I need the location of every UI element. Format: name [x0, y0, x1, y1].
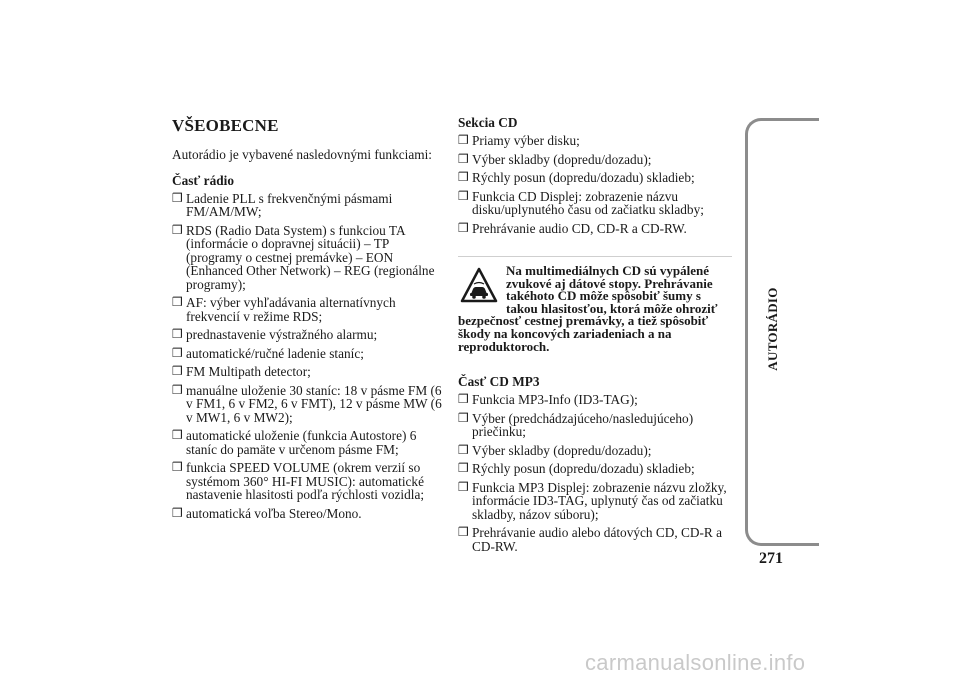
list-item: ❒ Výber skladby (dopredu/dozadu);	[458, 151, 652, 167]
list-item: ❒ prednastavenie výstražného alarmu;	[172, 327, 378, 342]
list-item: ❒ RDS (Radio Data System) s funkciou TA (informácie o dopravnej situácii) – TP (programy o cestnej premávke) – EON (Enhanced Other Network) – REG (regionálne programy);	[172, 222, 435, 292]
intro-text: Autorádio je vybavené nasledovnými funkciami:	[172, 147, 432, 162]
list-item: ❒ Ladenie PLL s frekvenčnými pásmami FM/AM/MW;	[172, 190, 393, 219]
radio-section-heading: Časť rádio	[172, 172, 234, 188]
warning-triangle-car-icon	[460, 267, 498, 303]
checkbox-bullet-icon: ❒	[172, 345, 183, 360]
list-item: ❒ Rýchly posun (dopredu/dozadu) skladieb;	[458, 461, 695, 477]
left-column	[172, 116, 444, 525]
list-item: ❒ Funkcia CD Displej: zobrazenie názvu disku/uplynutého času od začiatku skladby;	[458, 188, 704, 217]
checkbox-bullet-icon: ❒	[458, 442, 469, 457]
cd-section-heading: Sekcia CD	[458, 115, 518, 130]
list-item: ❒ manuálne uloženie 30 staníc: 18 v pásme FM (6 v FM1, 6 v FM2, 6 v FMT), 12 v pásme MW (6 v MW1, 6 v MW2);	[172, 382, 442, 425]
checkbox-bullet-icon: ❒	[458, 479, 469, 494]
checkbox-bullet-icon: ❒	[172, 364, 183, 378]
page-title: VŠEOBECNE	[172, 116, 279, 135]
checkbox-bullet-icon: ❒	[458, 392, 469, 407]
list-item: ❒ Rýchly posun (dopredu/dozadu) skladieb;	[458, 170, 695, 185]
checkbox-bullet-icon: ❒	[172, 295, 183, 309]
chapter-label	[760, 254, 786, 404]
checkbox-bullet-icon: ❒	[458, 188, 469, 203]
warning-box	[458, 256, 732, 353]
checkbox-bullet-icon: ❒	[458, 170, 469, 184]
mp3-feature-list	[458, 393, 732, 553]
list-item: ❒ automatické uloženie (funkcia Autostore) 6 staníc do pamäte v určenom pásme FM;	[172, 428, 417, 457]
list-item: ❒ Prehrávanie audio alebo dátových CD, CD-R a CD-RW.	[458, 525, 722, 554]
mp3-section-heading: Časť CD MP3	[458, 374, 540, 390]
warning-text: Na multimediálnych CD sú vypálené zvukové aj dátové stopy. Prehrávanie takéhoto CD môže spôsobiť šumy s takou hlasitosťou, ktorá môže ohroziť bezpečnosť cestnej premávky, a tiež spôsobiť škody na koncových zariadeniach a na reproduktoroch.	[458, 263, 718, 354]
checkbox-bullet-icon: ❒	[458, 220, 469, 235]
checkbox-bullet-icon: ❒	[458, 410, 469, 425]
list-item: ❒ Výber (predchádzajúceho/nasledujúceho) priečinku;	[458, 410, 694, 440]
list-item: ❒ automatická voľba Stereo/Mono.	[172, 505, 362, 521]
checkbox-bullet-icon: ❒	[458, 133, 469, 147]
list-item: ❒ Funkcia MP3-Info (ID3-TAG);	[458, 392, 638, 408]
right-column	[458, 116, 732, 558]
radio-feature-list	[172, 192, 444, 521]
cd-feature-list	[458, 134, 732, 235]
checkbox-bullet-icon: ❒	[458, 461, 469, 476]
list-item: ❒ Priamy výber disku;	[458, 133, 580, 148]
checkbox-bullet-icon: ❒	[172, 382, 183, 397]
page-number: 271	[759, 550, 783, 567]
checkbox-bullet-icon: ❒	[458, 151, 469, 166]
chapter-label-text: AUTORÁDIO	[765, 287, 780, 371]
list-item: ❒ Výber skladby (dopredu/dozadu);	[458, 442, 652, 458]
list-item: ❒ FM Multipath detector;	[172, 364, 311, 379]
checkbox-bullet-icon: ❒	[172, 460, 183, 474]
watermark: carmanualsonline.info	[585, 650, 806, 675]
checkbox-bullet-icon: ❒	[458, 525, 469, 540]
list-item: ❒ AF: výber vyhľadávania alternatívnych frekvencií v režime RDS;	[172, 295, 396, 324]
list-item: ❒ Funkcia MP3 Displej: zobrazenie názvu zložky, informácie ID3-TAG, uplynutý čas od začiatku skladby, názov súboru);	[458, 479, 727, 522]
checkbox-bullet-icon: ❒	[172, 222, 183, 237]
list-item: ❒ Prehrávanie audio CD, CD-R a CD-RW.	[458, 220, 687, 236]
checkbox-bullet-icon: ❒	[172, 190, 183, 205]
checkbox-bullet-icon: ❒	[172, 505, 183, 520]
checkbox-bullet-icon: ❒	[172, 428, 183, 442]
list-item: ❒ automatické/ručné ladenie staníc;	[172, 345, 364, 361]
list-item: ❒ funkcia SPEED VOLUME (okrem verzií so systémom 360° HI-FI MUSIC): automatické nastavenie hlasitosti podľa rýchlosti vozidla;	[172, 460, 425, 502]
checkbox-bullet-icon: ❒	[172, 327, 183, 341]
